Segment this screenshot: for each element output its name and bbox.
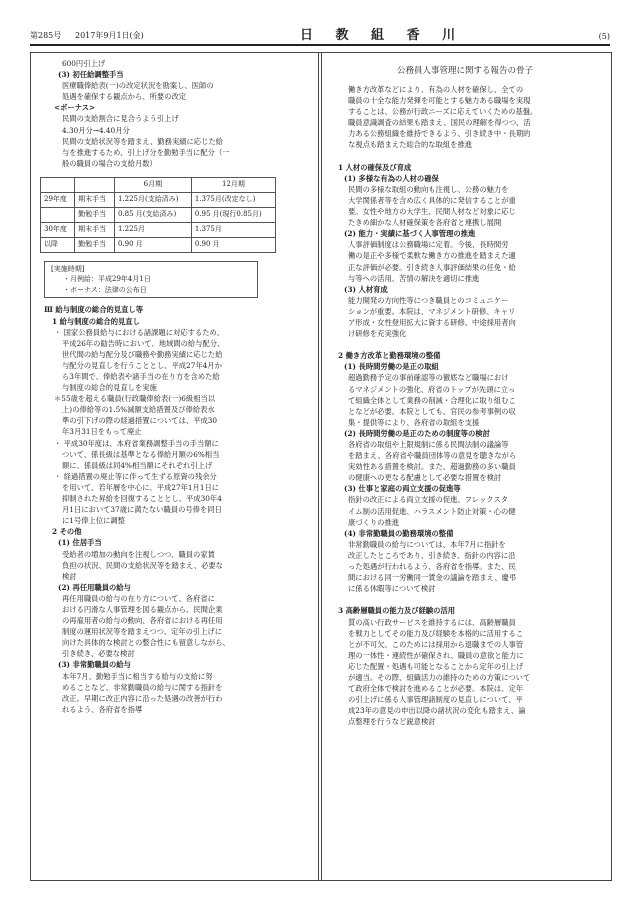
left-top-line: 600円引上げ <box>62 59 106 68</box>
right-line: 正な評価が必要。引き続き人事評価結果の任免・給 <box>348 262 516 272</box>
left-bottom-text <box>44 304 312 714</box>
table-cell: 1.375月 <box>191 222 275 237</box>
implementation-line: ・ボーナス：法律の公布日 <box>63 285 147 294</box>
left-bottom-line: 制度の運用状況等を踏まえつつ、定年の引上げに <box>62 627 223 637</box>
left-bottom-line: 世代間の給与配分及び職務や勤務実績に応じた給 <box>62 349 223 359</box>
right-line: 非常勤職員の給与については、本年7月に指針を <box>348 539 506 549</box>
table-row <box>41 192 276 207</box>
right-line: することは、公務が行政ニーズに応えていくための基盤。 <box>348 107 538 117</box>
right-line: 働の是正や多様で柔軟な働き方の推進を踏まえた適 <box>348 251 516 261</box>
left-bottom-line: を用いて、若年層を中心に、平成27年1月1日に <box>62 482 220 492</box>
left-bottom-line: (1) 住居手当 <box>58 538 102 548</box>
left-bottom-line: ついて、係長級は基準となる俸給月額の6%相当 <box>62 449 220 459</box>
right-line: 各府省の取組や上限規制に係る民間法制の議論等 <box>348 440 509 449</box>
left-bottom-line: 与制度の総合的見直しを実施 <box>62 383 157 393</box>
right-line: (3) 仕事と家庭の両立支援の促進等 <box>344 484 461 494</box>
left-bottom-line: ら3年間で、俸給表や諸手当の在り方を含めた給 <box>62 372 220 381</box>
right-line: 与等への活用、苦情の解決を適切に推進 <box>348 273 480 283</box>
table-row <box>41 207 276 222</box>
right-line: 康づくりの推進 <box>348 517 400 527</box>
right-line: 民間の多様な取組の動向も注視し、公務の魅力を <box>348 184 509 194</box>
left-bottom-line: 本年7月、勤勉手当に相当する給与の支給に努 <box>62 671 213 681</box>
right-line: を戦力としてその能力及び経験を本格的に活用するこ <box>348 628 524 638</box>
table-cell: 1.375月(改定なし) <box>191 192 275 207</box>
right-line: を踏まえ、各府省や職員団体等の意見を聴きながら <box>348 451 517 461</box>
right-line: ションが重要。本院は、マネジメント研修、キャリ <box>348 306 516 316</box>
table-cell: 期末手当 <box>75 222 115 237</box>
right-line: 3 高齢層職員の能力及び経験の活用 <box>338 606 456 616</box>
left-bottom-line: ・ 国家公務員給与における諸課題に対応するため、 <box>54 327 224 337</box>
right-line: 職員意識調査の結果も踏まえ、国民の理解を得つつ、活 <box>348 118 531 128</box>
left-bottom-line: 準の引下げの際の経過措置については、平成30 <box>62 416 218 426</box>
left-bottom-line: ・ 経過措置の廃止等に伴って生ずる原資の残余分 <box>54 471 217 481</box>
left-bottom-line: 1 給与制度の総合的見直し <box>52 316 140 326</box>
right-line: の引上げに係る人事管理諸制度の見直しについて、平 <box>348 695 523 705</box>
right-line: (3) 人材育成 <box>344 284 388 294</box>
left-bottom-line: 受給者の増加の動向を注視しつつ、職員の家賃 <box>62 549 215 559</box>
table-cell: 1.225月(支給済み) <box>114 192 191 207</box>
right-line: て組織全体として業務の削減・合理化に取り組むこ <box>348 395 516 405</box>
page-number: (5) <box>598 32 610 41</box>
left-bottom-line: 年3月31日をもって廃止 <box>62 427 142 437</box>
right-line <box>330 594 600 605</box>
left-top-line: 4.30月分→4.40月分 <box>62 125 130 135</box>
table-cell: 30年度 <box>41 222 75 237</box>
right-line: 能力開発の方向性等につき職員とのコミュニケー <box>348 295 509 305</box>
left-bottom-line: ＊55歳を超える職員(行政職俸給表(一)6級相当以 <box>54 394 216 404</box>
table-row <box>41 222 276 237</box>
left-bottom-line: 引き続き、必要な検討 <box>62 649 135 659</box>
left-top-line: (3) 初任給調整手当 <box>58 70 124 80</box>
right-line: 要。女性や地方の大学生、民間人材など対象に応じ <box>348 207 516 217</box>
left-bottom-line: 検討 <box>62 571 77 581</box>
left-bottom-line: 2 その他 <box>52 527 82 537</box>
left-bottom-line: 与配分の見直しを行うこととし、平成27年4月か <box>62 360 222 370</box>
left-bottom-line: 負担の状況、民間の支給状況等を踏まえ、必要な <box>62 560 223 570</box>
table-cell: 以降 <box>41 237 75 252</box>
left-bottom-line: 額に、係員級は同4%相当額にそれぞれ引上げ <box>62 460 213 470</box>
left-top-text <box>44 58 312 169</box>
right-line: て政府全体で検討を進めることが必要。本院は、定年 <box>348 684 524 694</box>
right-line: け研修を充実強化 <box>348 329 407 339</box>
right-line: 成23年の意見の申出以降の諸状況の変化も踏まえ、論 <box>348 706 526 716</box>
left-top-line: 医療職俸給表(一)の改定状況を勘案し、医師の <box>62 81 214 91</box>
left-bottom-line: (3) 非常勤職員の給与 <box>58 660 131 670</box>
right-line <box>330 151 600 162</box>
right-body-text <box>330 84 600 727</box>
right-line: 実効性ある措置を検討。また、超過勤務の多い職員 <box>348 462 516 472</box>
right-line: 力ある公務組織を維持できるよう、引き続き中・長期的 <box>348 129 531 139</box>
table-cell: 勤勉手当 <box>75 237 115 252</box>
table-header-cell: 6月期 <box>114 177 191 192</box>
right-line <box>330 339 600 350</box>
left-bottom-line: 再任用職員の給与の在り方について、各府省に <box>62 593 215 603</box>
right-line: 理の一体性・連続性が確保され、職員の意欲と能力に <box>348 650 524 660</box>
right-line: の健康への更なる配慮として必要な措置を検討 <box>348 473 502 483</box>
table-cell: 勤勉手当 <box>75 207 115 222</box>
right-line: な視点も踏まえた総合的な取組を推進 <box>348 140 473 150</box>
table-header-cell <box>75 177 115 192</box>
left-bottom-line: めることなど、非常勤職員の給与に関する指針を <box>62 682 223 692</box>
right-line: とが不可欠。このためには採用から退職までの人事管 <box>348 639 524 649</box>
right-line: 応じた配置・処遇も可能となることから定年の引上げ <box>348 661 524 671</box>
issue-number: 第285号 <box>30 31 62 40</box>
table-cell: 0.90 月 <box>114 237 191 252</box>
table-cell <box>41 207 75 222</box>
right-line: (1) 多様な有為の人材の確保 <box>344 173 439 183</box>
left-top-line: 民間の支給割合に見合うよう引上げ <box>62 114 179 124</box>
left-column <box>44 58 312 715</box>
left-bottom-line: おける円滑な人事管理を図る観点から、民間企業 <box>62 604 223 614</box>
table-cell: 29年度 <box>41 192 75 207</box>
left-bottom-line: (2) 再任用職員の給与 <box>58 582 131 592</box>
left-bottom-line: 月1日において37歳に満たない職員の号俸を同日 <box>62 505 222 515</box>
right-line: 点整理を行うなど鋭意検討 <box>348 717 436 727</box>
right-line: 1 人材の確保及び育成 <box>338 162 412 172</box>
right-line: 質の高い行政サービスを維持するには、高齢層職員 <box>348 617 516 627</box>
right-line: に係る休暇等について検討 <box>348 584 436 594</box>
right-line: 超過勤務予定の事前確認等の徹底など職場におけ <box>348 373 509 383</box>
right-line: 集・提供等により、各府省の取組を支援 <box>348 417 480 427</box>
right-line: 人事評価制度は公務職場に定着。今後、長時間労 <box>348 240 509 250</box>
left-bottom-line: の再雇用者の給与の動向、各府省における再任用 <box>62 616 223 626</box>
left-bottom-line: Ⅲ 給与制度の総合的見直し等 <box>44 305 143 315</box>
right-line: (4) 非常勤職員の勤務環境の整備 <box>344 528 454 538</box>
left-bottom-line: 改正。早期に改正内容に沿った処遇の改善が行わ <box>62 693 223 703</box>
table-cell: 0.95 月(現行0.85月) <box>191 207 275 222</box>
table-cell: 0.85 月(支給済み) <box>114 207 191 222</box>
right-line: ア形成・女性登用拡大に資する研修、中途採用者向 <box>348 317 516 327</box>
right-line: (1) 長時間労働の是正の取組 <box>344 362 439 372</box>
left-top-line: 般の職員の場合の支給月数） <box>62 158 157 168</box>
right-line: (2) 長時間労働の是正のための制度等の検討 <box>344 428 490 438</box>
left-bottom-line: れるよう、各府省を指導 <box>62 704 143 714</box>
right-line: 大学関係者等を含め広く具体的に発信することが重 <box>348 195 516 205</box>
left-bottom-line: ・ 平成30年度は、本府省業務調整手当の手当額に <box>54 438 219 448</box>
implementation-box <box>44 261 258 299</box>
left-top-line: 民間の支給状況等を踏まえ、勤務実績に応じた給 <box>62 136 223 146</box>
implementation-line: ・月例給：平成29年4月1日 <box>63 275 151 284</box>
table-row <box>41 237 276 252</box>
left-top-line: 与を推進するため、引上げ分を勤勉手当に配分（一 <box>62 147 230 157</box>
right-line: 働き方改革などにより、有為の人材を確保し、全ての <box>348 85 524 94</box>
right-line: が適当。その際、組織活力の維持のための方策について <box>348 672 531 682</box>
page-header <box>30 24 610 46</box>
right-line: るマネジメントの強化、府省のトップが先頭に立っ <box>348 384 516 394</box>
right-line: 改正したところであり、引き続き、指針の内容に沿 <box>348 550 516 560</box>
right-line: となどが必要。本院としても、官民の参考事例の収 <box>348 406 516 416</box>
bonus-table <box>40 177 276 253</box>
left-bottom-line: 向けた具体的な検討との整合性にも留意しながら、 <box>62 638 230 648</box>
right-line: たきめ細かな人材確保策を各府省と連携し展開 <box>348 218 502 228</box>
left-bottom-line: 抑制された昇給を回復することとし、平成30年4 <box>62 494 222 504</box>
right-line: 指針の改正による両立支援の促進、フレックスタ <box>348 495 509 505</box>
implementation-line: [実施時期] <box>51 264 85 273</box>
report-title: 公務員人事管理に関する報告の骨子 <box>396 66 533 76</box>
right-line: った処遇が行われるよう、各府省を指導。また、民 <box>348 562 516 572</box>
right-column <box>330 84 600 727</box>
right-line: 職員の十全な能力発揮を可能とする魅力ある職場を実現 <box>348 96 531 106</box>
table-header-cell <box>41 177 75 192</box>
right-line: イム制の活用促進、ハラスメント防止対策・心の健 <box>348 506 516 516</box>
table-cell: 0.90 月 <box>191 237 275 252</box>
right-line: (2) 能力・実績に基づく人事管理の推進 <box>344 229 476 239</box>
left-bottom-line: に1号俸上位に調整 <box>62 516 126 526</box>
issue-date: 2017年9月1日(金) <box>75 31 144 40</box>
table-cell: 期末手当 <box>75 192 115 207</box>
left-top-line: 処遇を確保する観点から、所要の改定 <box>62 92 187 102</box>
left-bottom-line: 上)の俸給等の1.5%減額支給措置及び俸給表水 <box>62 405 215 415</box>
left-top-line: <ボーナス> <box>54 103 96 113</box>
table-header-cell: 12月期 <box>191 177 275 192</box>
right-line: 2 働き方改革と勤務環境の整備 <box>338 351 441 361</box>
newspaper-name: 日 教 組 香 川 <box>300 28 465 43</box>
right-line: 間における同一労働同一賃金の議論を踏まえ、慶弔 <box>348 573 517 583</box>
table-cell: 1.225月 <box>114 222 191 237</box>
left-bottom-line: 平成26年の勧告時において、地域間の給与配分、 <box>62 338 225 348</box>
